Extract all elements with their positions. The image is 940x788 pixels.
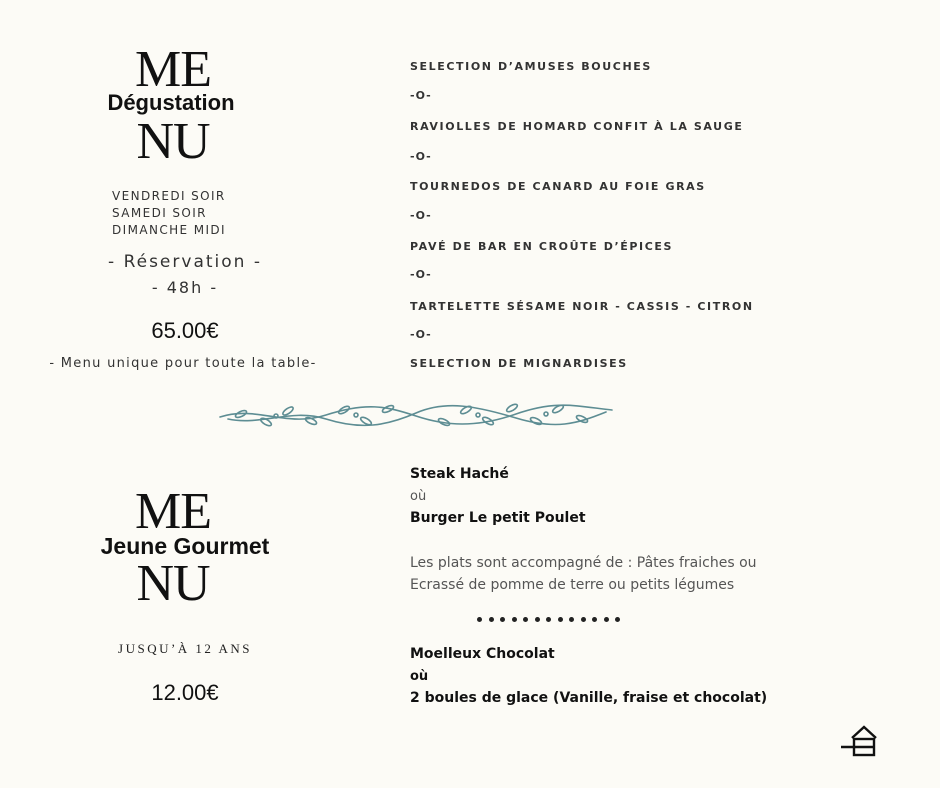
course-5: TARTELETTE SÉSAME NOIR - CASSIS - CITRON (410, 300, 754, 313)
course-separator: -O- (410, 268, 432, 281)
course-separator: -O- (410, 150, 432, 163)
course-separator: -O- (410, 89, 432, 102)
course-2: RAVIOLLES DE HOMARD CONFIT À LA SAUGE (410, 120, 744, 133)
jeune-subtitle: Jeune Gourmet (100, 533, 270, 559)
jeune-age-limit: JUSQU’À 12 ANS (118, 641, 252, 656)
dessert-2: 2 boules de glace (Vanille, fraise et chocolat) (410, 690, 768, 706)
degustation-subtitle: Dégustation (107, 90, 235, 115)
main-dish-1: Steak Haché (410, 466, 509, 482)
degustation-price: 65.00€ (151, 318, 219, 343)
course-separator: -O- (410, 209, 432, 222)
jeune-price: 12.00€ (151, 680, 219, 705)
jeune-big-top: ME (135, 483, 211, 540)
or-label: où (410, 669, 429, 684)
degustation-big-bottom: NU (136, 113, 210, 170)
main-dish-2: Burger Le petit Poulet (410, 510, 586, 526)
jeune-big-bottom: NU (136, 555, 210, 612)
day-1: VENDREDI SOIR (112, 189, 226, 203)
course-1: SELECTION D’AMUSES BOUCHES (410, 60, 652, 73)
course-6: SELECTION DE MIGNARDISES (410, 357, 628, 370)
vine-divider-icon (216, 400, 616, 432)
dot-separator (477, 617, 620, 622)
service-days (112, 188, 226, 239)
or-label: où (410, 489, 427, 504)
sides-description: Les plats sont accompagné de : Pâtes fraiches ou Ecrassé de pomme de terre ou petits légumes (410, 555, 757, 593)
course-3: TOURNEDOS DE CANARD AU FOIE GRAS (410, 180, 706, 193)
day-2: SAMEDI SOIR (112, 206, 207, 220)
reservation-label: - Réservation - (108, 252, 262, 272)
degustation-big-top: ME (135, 41, 211, 98)
day-3: DIMANCHE MIDI (112, 223, 226, 237)
course-separator: -O- (410, 328, 432, 341)
reservation-delay: - 48h - (151, 278, 219, 297)
degustation-note: - Menu unique pour toute la table- (49, 356, 317, 371)
course-4: PAVÉ DE BAR EN CROÛTE D’ÉPICES (410, 240, 674, 253)
house-logo-icon (838, 722, 882, 762)
dessert-1: Moelleux Chocolat (410, 646, 555, 662)
